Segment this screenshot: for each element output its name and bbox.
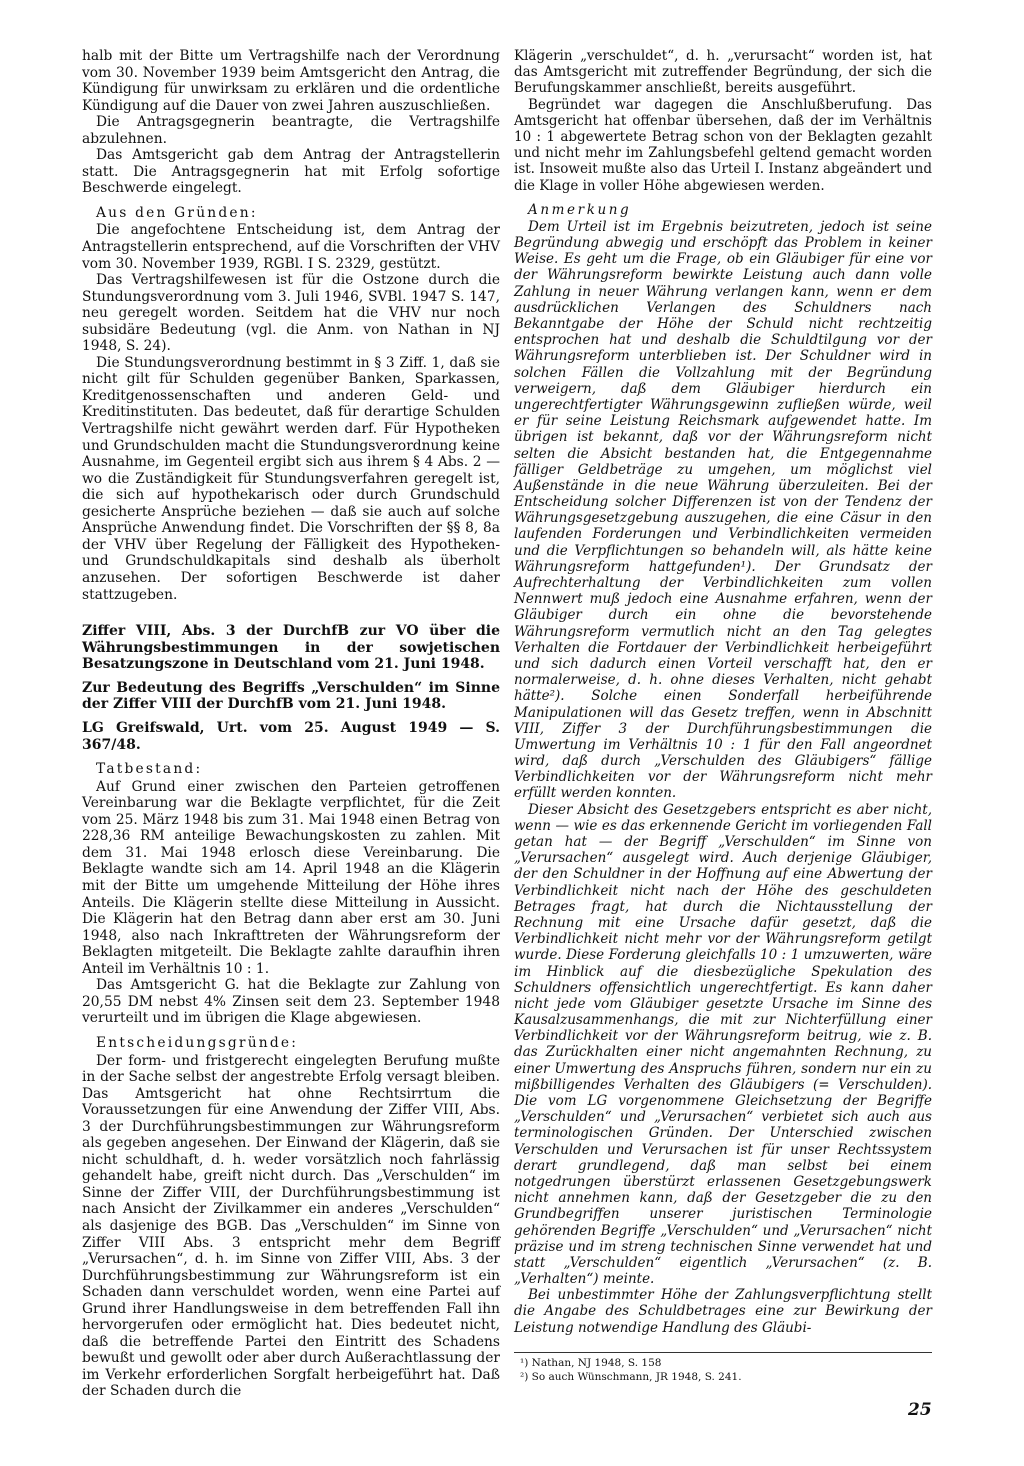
paragraph: Das Vertragshilfewesen ist für die Ostzone durch die Stundungsverordnung vom 3. Juli 1946, SVBl. 1947 S. 147, neu geregelt worden. Seitdem hat die VHV nur noch subsidäre Bedeutung (vgl. die Anm. von Nathan in NJ 1948, S. 24). bbox=[82, 272, 500, 355]
case-headnote-topic: Zur Bedeutung des Begriffs „Verschulden“ im Sinne der Ziffer VIII der DurchfB vom 21. Juni 1948. bbox=[82, 679, 500, 713]
paragraph: Die Stundungsverordnung bestimmt in § 3 Ziff. 1, daß sie nicht gilt für Schulden gegenüber Banken, Sparkassen, Kreditgenossenschaften und anderen Geld- und Kreditinstituten. Das bedeutet, daß für derartige Schulden Vertragshilfe nicht gewährt werden darf. Für Hypotheken und Grundschulden macht die Stundungsverordnung keine Ausnahme, im Gegenteil ergibt sich aus ihrem § 4 Abs. 2 — wo die Zuständigkeit für Stundungsverfahren geregelt ist, die sich auf hypothekarisch oder durch Grundschuld gesicherte Ansprüche beziehen — daß sie auch auf solche Ansprüche Anwendung findet. Die Vorschriften der §§ 8, 8a der VHV über Regelung der Fälligkeit des Hypotheken- und Grundschuldkapitals sind deshalb als überholt anzusehen. Der sofortigen Beschwerde ist daher stattzugeben. bbox=[82, 354, 500, 603]
paragraph: halb mit der Bitte um Vertragshilfe nach der Verordnung vom 30. November 1939 beim Amtsgericht den Antrag, die Kündigung für unwirksam zu erklären und die ordentliche Kündigung auf die Dauer von zwei Jahren auszuschließen. bbox=[82, 48, 500, 114]
annotation-paragraph: Dem Urteil ist im Ergebnis beizutreten, jedoch ist seine Begründung abwegig und erschöpft das Problem in keiner Weise. Es geht um die Frage, ob ein Gläubiger für eine vor der Währungsreform bewirkte Leistung auch dann volle Zahlung in neuer Währung verlangen kann, wenn er dem ausdrücklichen Verlangen des Schuldners nach Bekanntgabe der Höhe der Schuld nicht rechtzeitig entsprochen hat und deshalb die Schuldtilgung vor der Währungsreform unterblieben ist. Der Schuldner wird in solchen Fällen die Vollzahlung mit der Begründung verweigern, daß dem Gläubiger hierdurch ein ungerechtfertigter Währungsgewinn zufließen würde, weil er für seine Leistung Reichsmark aufgewendet hatte. Im übrigen ist bekannt, daß vor der Währungsreform nicht selten die Absicht bestanden hat, die Entgegennahme fälliger Geldbeträge zu umgehen, um möglichst viel Außenstände in die neue Währung überzuleiten. Bei der Entscheidung solcher Differenzen ist von der Tendenz der Währungsgesetzgebung auszugehen, die eine Cäsur in den laufenden Forderungen und Verbindlichkeiten vermeiden und die Verpflichtungen so behandeln will, als hätte keine Währungsreform hattgefunden¹). Der Grundsatz der Aufrechterhaltung der Verbindlichkeiten zum vollen Nennwert muß jedoch eine Ausnahme erfahren, wenn der Gläubiger durch ein ohne die bevorstehende Währungsreform vermutlich nicht an den Tag gelegtes Verhalten die Fortdauer der Verbindlichkeit herbeigeführt und sich dadurch einen Vorteil verschafft hat, den er normalerweise, d. h. ohne dieses Verhalten, nicht gehabt hätte²). Solche einen Sonderfall herbeiführende Manipulationen will das Gesetz treffen, wenn in Abschnitt VIII, Ziffer 3 der Durchführungsbestimmungen die Umwertung im Verhältnis 10 : 1 für den Fall angeordnet wird, daß durch „Verschulden des Gläubigers“ fällige Verbindlichkeiten vor der Währungsreform nicht mehr erfüllt werden konnten. bbox=[514, 218, 932, 802]
case-headnote-statute: Ziffer VIII, Abs. 3 der DurchfB zur VO über die Währungsbestimmungen in der sowjetischen Besatzungszone in Deutschland vom 21. Juni 1948. bbox=[82, 623, 500, 673]
footnote-2: ²) So auch Wünschmann, JR 1948, S. 241. bbox=[520, 1370, 742, 1383]
footnote-1: ¹) Nathan, NJ 1948, S. 158 bbox=[520, 1357, 662, 1369]
paragraph: Das Amtsgericht G. hat die Beklagte zur Zahlung von 20,55 DM nebst 4% Zinsen seit dem 23. September 1948 verurteilt und im übrigen die Klage abgewiesen. bbox=[82, 977, 500, 1027]
section-heading-entscheidungsgruende: Entscheidungsgründe: bbox=[96, 1034, 299, 1051]
page-number: 25 bbox=[908, 1400, 932, 1420]
annotation-paragraph: Bei unbestimmter Höhe der Zahlungsverpflichtung stellt die Angabe des Schuldbetrages eine zur Bewirkung der Leistung notwendige Handlung des Gläubi- bbox=[514, 1287, 932, 1336]
left-column bbox=[82, 48, 500, 1400]
section-heading-anmerkung: Anmerkung bbox=[528, 201, 632, 218]
annotation-paragraph: Dieser Absicht des Gesetzgebers entspricht es aber nicht, wenn — wie es das erkennende Gericht im vorliegenden Fall getan hat — der Begriff „Verschulden“ im Sinne von „Verursachen“ ausgelegt wird. Auch derjenige Gläubiger, der den Schuldner in der Hoffnung auf eine Abwertung der Verbindlichkeit nicht nach der Höhe des geschuldeten Betrages fragt, hat durch die Nichtausstellung der Rechnung mit eine Ursache dafür gesetzt, daß die Verbindlichkeit nicht mehr vor der Währungsreform getilgt wurde. Diese Forderung gleichfalls 10 : 1 umzuwerten, wäre im Hinblick auf die diesbezügliche Spekulation des Schuldners offensichtlich ungerechtfertigt. Es kann daher nicht jede vom Gläubiger gesetzte Ursache im Sinne des Kausalzusammenhangs, die mit zur Nichterfüllung einer Verbindlichkeit vor der Währungsreform beitrug, wie z. B. das Zurückhalten einer nicht angemahnten Rechnung, zu einer Umwertung des Anspruchs führen, sondern nur ein zu mißbilligendes Verhalten des Gläubigers (= Verschulden). Die vom LG vorgenommene Gleichsetzung der Begriffe „Verschulden“ und „Verursachen“ verbietet sich auch aus terminologischen Gründen. Der Unterschied zwischen Verschulden und Verursachen ist für unser Rechtssystem derart grundlegend, daß man selbst bei einem notgedrungen überstürzt erlassenen Gesetzgebungswerk nicht annehmen kann, daß der Gesetzgeber die zu den Grundbegriffen unserer juristischen Terminologie gehörenden Begriffe „Verschulden“ und „Verursachen“ nicht präzise und im streng technischen Sinne verwendet hat und statt „Verschulden“ eigentlich „Verursachen“ (z. B. „Verhalten“) meinte. bbox=[514, 801, 932, 1288]
paragraph: Die angefochtene Entscheidung ist, dem Antrag der Antragstellerin entsprechend, auf die Vorschriften der VHV vom 30. November 1939, RGBl. I S. 2329, gestützt. bbox=[82, 222, 500, 272]
section-heading-tatbestand: Tatbestand: bbox=[96, 761, 203, 778]
right-column bbox=[514, 48, 932, 1336]
paragraph: Die Antragsgegnerin beantragte, die Vertragshilfe abzulehnen. bbox=[82, 114, 500, 147]
annotation-block bbox=[514, 219, 932, 1336]
paragraph: Klägerin „verschuldet“, d. h. „verursacht“ worden ist, hat das Amtsgericht mit zutreffender Begründung, der sich die Berufungskammer anschließt, bereits ausgeführt. bbox=[514, 48, 932, 97]
paragraph: Begründet war dagegen die Anschlußberufung. Das Amtsgericht hat offenbar übersehen, daß der im Verhältnis 10 : 1 abgewertete Betrag schon von der Beklagten gezahlt und nicht mehr im Zahlungsbefehl geltend gemacht worden ist. Insoweit mußte also das Urteil I. Instanz abgeändert und die Klage in voller Höhe abgewiesen werden. bbox=[514, 96, 932, 194]
case-citation: LG Greifswald, Urt. vom 25. August 1949 — S. 367/48. bbox=[82, 720, 500, 753]
section-heading-gruende: Aus den Gründen: bbox=[96, 204, 258, 221]
paragraph: Auf Grund einer zwischen den Parteien getroffenen Vereinbarung war die Beklagte verpflichtet, für die Zeit vom 25. März 1948 bis zum 31. Mai 1948 einen Betrag von 228,36 RM anteilige Bewachungskosten zu zahlen. Mit dem 31. Mai 1948 erlosch diese Vereinbarung. Die Beklagte wandte sich am 14. April 1948 an die Klägerin mit der Bitte um umgehende Mitteilung der Höhe ihres Anteils. Die Klägerin stellte diese Mitteilung in Aussicht. Die Klägerin hat den Betrag dann aber erst am 30. Juni 1948, also nach Inkrafttreten der Währungsreform der Beklagten mitgeteilt. Die Beklagte zahlte daraufhin ihren Anteil im Verhältnis 10 : 1. bbox=[82, 778, 500, 977]
paragraph: Das Amtsgericht gab dem Antrag der Antragstellerin statt. Die Antragsgegnerin hat mit Erfolg sofortige Beschwerde eingelegt. bbox=[82, 147, 500, 197]
paragraph: Der form- und fristgerecht eingelegten Berufung mußte in der Sache selbst der angestrebte Erfolg versagt bleiben. Das Amtsgericht hat ohne Rechtsirrtum die Voraussetzungen für eine Anwendung der Ziffer VIII, Abs. 3 der Durchführungsbestimmungen zur Währungsreform als gegeben angesehen. Der Einwand der Klägerin, daß sie nicht schuldhaft, d. h. weder vorsätzlich noch fahrlässig gehandelt habe, greift nicht durch. Das „Verschulden“ im Sinne der Ziffer VIII, der Durchführungsbestimmung ist nach Ansicht der Zivilkammer ein anderes „Verschulden“ als dasjenige des BGB. Das „Verschulden“ im Sinne von Ziffer VIII Abs. 3 entspricht mehr dem Begriff „Verursachen“, d. h. im Sinne von Ziffer VIII, Abs. 3 der Durchführungsbestimmung zur Währungsreform ist ein Schaden dann verschuldet worden, wenn eine Partei auf Grund ihrer Handlungsweise in dem betreffenden Fall ihn hervorgerufen oder ermöglicht hat. Dies bedeutet nicht, daß die betreffende Partei den Eintritt des Schadens bewußt und gewollt oder aber durch Außerachtlassung der im Verkehr erforderlichen Sorgfalt herbeigeführt hat. Daß der Schaden durch die bbox=[82, 1052, 500, 1400]
footnotes bbox=[514, 1352, 932, 1384]
